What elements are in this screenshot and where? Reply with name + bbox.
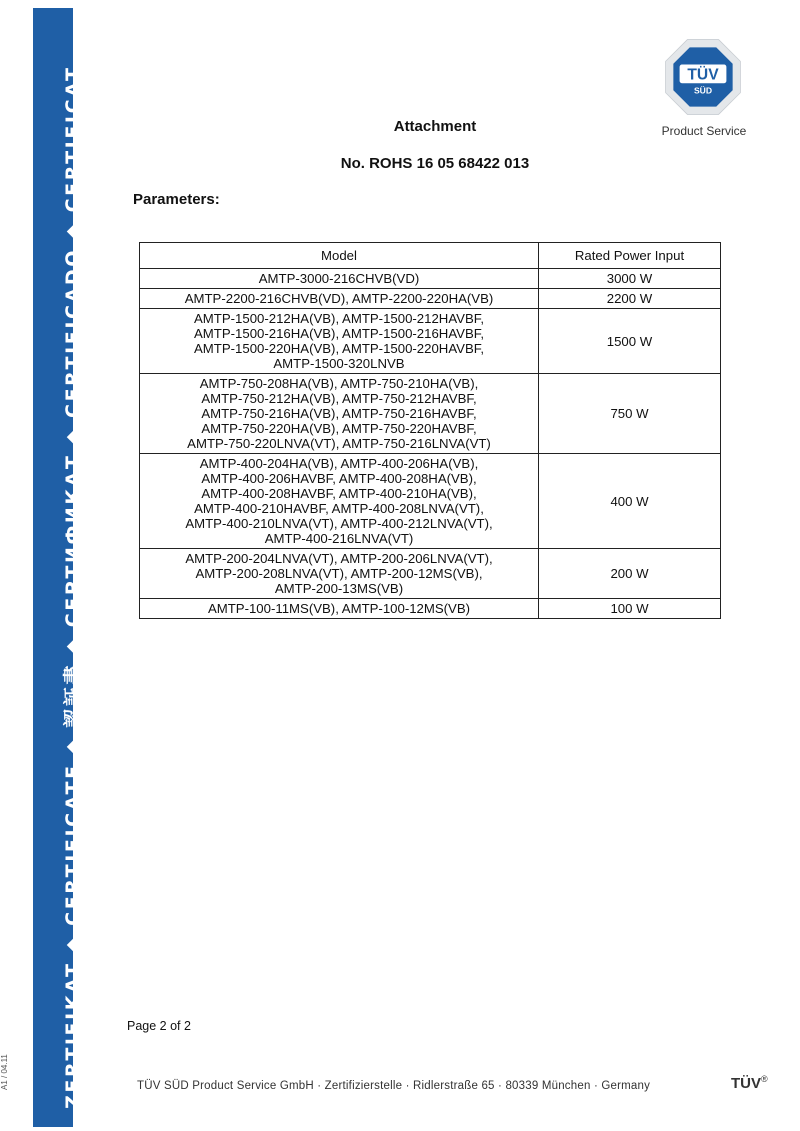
logo-caption: Product Service [661,124,747,138]
power-cell: 2200 W [539,289,721,309]
model-line: AMTP-750-212HA(VB), AMTP-750-212HAVBF, [201,391,477,406]
document-title: Attachment [393,118,477,135]
tuv-sud-logo [664,38,742,116]
column-header-model: Model [140,243,539,269]
model-line: AMTP-1500-216HA(VB), AMTP-1500-216HAVBF, [194,326,484,341]
model-cell [140,269,539,289]
table-row [140,269,721,289]
table-row [140,549,721,599]
model-cell [140,599,539,619]
model-line: AMTP-400-208HAVBF, AMTP-400-210HA(VB), [201,486,477,501]
table-row [140,454,721,549]
power-cell: 750 W [539,374,721,454]
column-header-rated-power: Rated Power Input [539,243,721,269]
power-cell: 100 W [539,599,721,619]
model-line: AMTP-400-216LNVA(VT) [264,531,414,546]
power-cell: 3000 W [539,269,721,289]
footer-mark-text: TÜV [731,1075,761,1092]
sidebar-certificate-text: ZERTIFIKAT ◆ CERTIFICATE ◆ 認証書 ◆ СЕРТИФИКАТ ◆ CERTIFICADO ◆ CERTIFICAT [62,65,84,1109]
model-cell [140,374,539,454]
model-line: AMTP-400-204HA(VB), AMTP-400-206HA(VB), [199,456,479,471]
model-cell [140,309,539,374]
model-cell [140,289,539,309]
parameters-table [139,242,721,619]
model-line: AMTP-1500-212HA(VB), AMTP-1500-212HAVBF, [194,311,484,326]
model-line: AMTP-400-210LNVA(VT), AMTP-400-212LNVA(VT), [185,516,493,531]
power-cell: 1500 W [539,309,721,374]
model-line: AMTP-400-206HAVBF, AMTP-400-208HA(VB), [201,471,477,486]
registered-mark: ® [761,1074,768,1084]
model-line: AMTP-3000-216CHVB(VD) [258,271,420,286]
table-row [140,289,721,309]
table-row [140,599,721,619]
model-line: AMTP-750-220LNVA(VT), AMTP-750-216LNVA(VT) [187,436,491,451]
model-line: AMTP-750-216HA(VB), AMTP-750-216HAVBF, [201,406,477,421]
logo-sud-text: SÜD [693,85,713,96]
table-row [140,374,721,454]
model-cell [140,454,539,549]
certificate-sidebar-band [33,8,84,1127]
model-line: AMTP-750-220HA(VB), AMTP-750-220HAVBF, [201,421,477,436]
model-line: AMTP-2200-216CHVB(VD), AMTP-2200-220HA(VB) [184,291,494,306]
model-line: AMTP-100-11MS(VB), AMTP-100-12MS(VB) [207,601,471,616]
footer-tuv-mark [731,1074,768,1092]
power-cell: 200 W [539,549,721,599]
model-line: AMTP-750-208HA(VB), AMTP-750-210HA(VB), [199,376,479,391]
model-line: AMTP-200-204LNVA(VT), AMTP-200-206LNVA(VT), [185,551,493,566]
model-line: AMTP-1500-220HA(VB), AMTP-1500-220HAVBF, [194,341,484,356]
logo-tuv-text: TÜV [687,66,719,84]
model-cell [140,549,539,599]
page-number: Page 2 of 2 [127,1019,191,1033]
table-row [140,309,721,374]
footer-address: TÜV SÜD Product Service GmbH · Zertifizierstelle · Ridlerstraße 65 · 80339 München · Germany [137,1080,651,1092]
model-line: AMTP-200-208LNVA(VT), AMTP-200-12MS(VB), [195,566,483,581]
power-cell: 400 W [539,454,721,549]
certificate-number: No. ROHS 16 05 68422 013 [340,155,530,172]
form-code: A1 / 04.11 [0,1054,9,1090]
model-line: AMTP-400-210HAVBF, AMTP-400-208LNVA(VT), [194,501,484,516]
model-line: AMTP-1500-320LNVB [273,356,405,371]
table-header-row [140,243,721,269]
parameters-heading: Parameters: [133,191,220,208]
model-line: AMTP-200-13MS(VB) [274,581,404,596]
